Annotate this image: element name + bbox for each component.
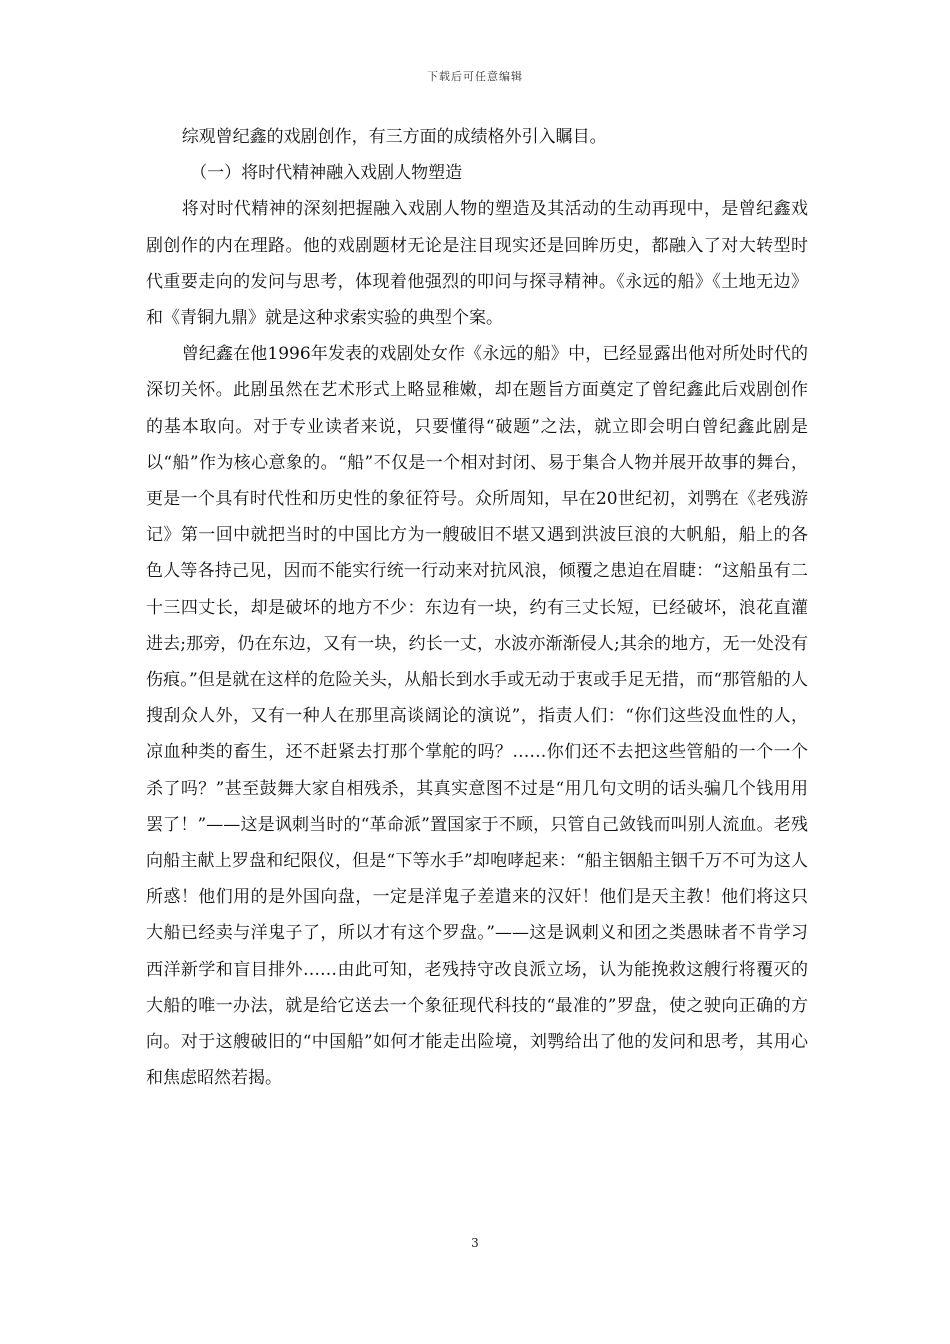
intro-paragraph: 综观曾纪鑫的戏剧创作，有三方面的成绩格外引入瞩目。 [181, 127, 607, 147]
body-paragraph: 将对时代精神的深刻把握融入戏剧人物的塑造及其活动的生动再现中，是曾纪鑫戏剧创作的内在理路。他的戏剧题材无论是注目现实还是回眸历史，都融入了对大转型时代重要走向的发问与思考，体现着他强烈的叩问与探寻精神。《永远的船》《土地无边》和《青铜九鼎》就是这种求索实验的典型个案。 [146, 199, 808, 329]
body-paragraph: 曾纪鑫在他1996年发表的戏剧处女作《永远的船》中，已经显露出他对所处时代的深切关怀。此剧虽然在艺术形式上略显稚嫩，却在题旨方面奠定了曾纪鑫此后戏剧创作的基本取向。对于专业读者来说，只要懂得“破题”之法，就立即会明白曾纪鑫此剧是以“船”作为核心意象的。“船”不仅是一个相对封闭、易于集合人物并展开故事的舞台，更是一个具有时代性和历史性的象征符号。众所周知，早在20世纪初，刘鹗在《老残游记》第一回中就把当时的中国比方为一艘破旧不堪又遇到洪波巨浪的大帆船，船上的各色人等各持己见，因而不能实行统一行动来对抗风浪，倾覆之患迫在眉睫：“这船虽有二十三四丈长，却是破坏的地方不少：东边有一块，约有三丈长短，已经破坏，浪花直灌进去;那旁，仍在东边，又有一块，约长一丈，水波亦渐渐侵人;其余的地方，无一处没有伤痕。”但是就在这样的危险关头，从船长到水手或无动于衷或手足无措，而“那管船的人搜刮众人外，又有一种人在那里高谈阔论的演说”，指责人们：“你们这些没血性的人，凉血种类的畜生，还不赶紧去打那个掌舵的吗？……你们还不去把这些管船的一个一个杀了吗？”甚至鼓舞大家自相残杀，其真实意图不过是“用几句文明的话头骗几个钱用用罢了！”——这是讽刺当时的“革命派”置国家于不顾，只管自己敛钱而叫别人流血。老残向船主献上罗盘和纪限仪，但是“下等水手”却咆哮起来：“船主铟船主铟千万不可为这人所惑！他们用的是外国向盘，一定是洋鬼子差遣来的汉奸！他们是天主教！他们将这只大船已经卖与洋鬼子了，所以才有这个罗盘。”——这是讽刺义和团之类愚昧者不肯学习西洋新学和盲目排外……由此可知，老残持守改良派立场，认为能挽救这艘行将覆灭的大船的唯一办法，就是给它送去一个象征现代科技的“最准的”罗盘，使之驶向正确的方向。对于这艘破旧的“中国船”如何才能走出险境，刘鹗给出了他的发问和思考，其用心和焦虑昭然若揭。 [146, 344, 808, 1089]
document-body [146, 119, 808, 1096]
section-heading: （一）将时代精神融入戏剧人物塑造 [190, 163, 463, 184]
page-number: 3 [471, 1236, 479, 1250]
page-header-note: 下载后可任意编辑 [427, 70, 523, 83]
